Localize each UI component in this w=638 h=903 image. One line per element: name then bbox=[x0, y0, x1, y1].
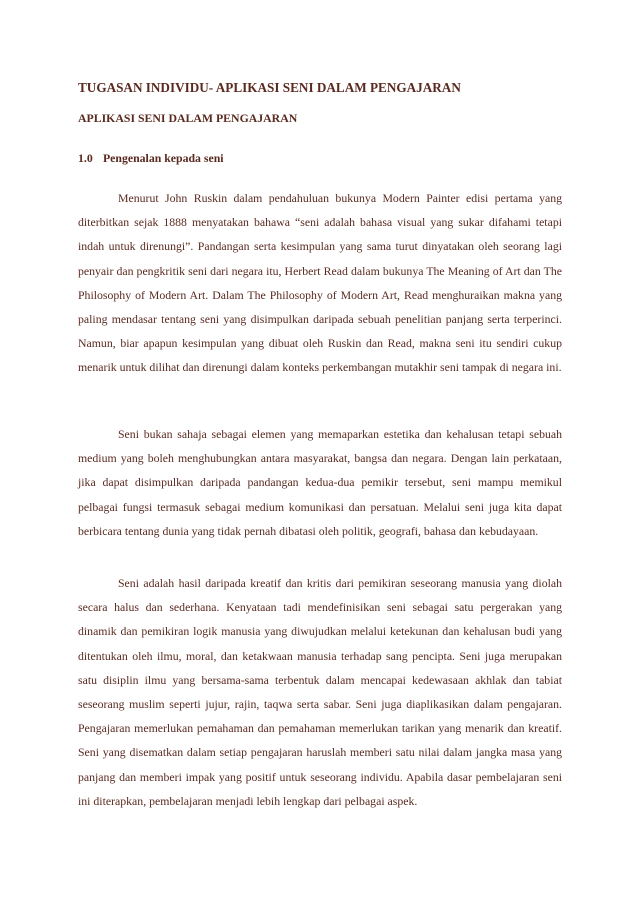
body-paragraph-1: Menurut John Ruskin dalam pendahuluan bukunya Modern Painter edisi pertama yang diterbitkan sejak 1888 menyatakan bahawa “seni adalah bahasa visual yang sukar difahami tetapi indah untuk direnungi”. Pandangan serta kesimpulan yang sama turut dinyatakan oleh seorang lagi penyair dan pengkritik seni dari negara itu, Herbert Read dalam bukunya The Meaning of Art dan The Philosophy of Modern Art. Dalam The Philosophy of Modern Art, Read menghuraikan makna yang paling mendasar tentang seni yang disimpulkan daripada sebuah penelitian panjang serta terperinci. Namun, biar apapun kesimpulan yang dibuat oleh Ruskin dan Read, makna seni itu sendiri cukup menarik untuk dilihat dan direnungi dalam konteks perkembangan mutakhir seni tampak di negara ini. bbox=[78, 191, 562, 375]
section-heading bbox=[78, 151, 224, 166]
document-title: TUGASAN INDIVIDU- APLIKASI SENI DALAM PENGAJARAN bbox=[78, 80, 461, 95]
body-paragraph-2: Seni bukan sahaja sebagai elemen yang memaparkan estetika dan kehalusan tetapi sebuah medium yang boleh menghubungkan antara masyarakat, bangsa dan negara. Dengan lain perkataan, jika dapat disimpulkan daripada pandangan kedua-dua pemikir tersebut, seni mampu memikul pelbagai fungsi termasuk sebagai medium komunikasi dan persatuan. Melalui seni juga kita dapat berbicara tentang dunia yang tidak pernah dibatasi oleh politik, geografi, bahasa dan kebudayaan. bbox=[78, 427, 562, 538]
document-subtitle: APLIKASI SENI DALAM PENGAJARAN bbox=[78, 111, 298, 125]
section-number: 1.0 bbox=[78, 151, 93, 165]
body-paragraph-3: Seni adalah hasil daripada kreatif dan kritis dari pemikiran seseorang manusia yang diolah secara halus dan sederhana. Kenyataan tadi mendefinisikan seni sebagai satu pergerakan yang dinamik dan pemikiran logik manusia yang diwujudkan melalui ketekunan dan kehalusan budi yang ditentukan oleh ilmu, moral, dan ketakwaan manusia terhadap sang pencipta. Seni juga merupakan satu disiplin ilmu yang bersama-sama terbentuk dalam mencapai kedewasaan akhlak dan tabiat seseorang muslim seperti jujur, rajin, taqwa serta sabar. Seni juga diaplikasikan dalam pengajaran. Pengajaran memerlukan pemahaman dan pemahaman memerlukan tarikan yang menarik dan kreatif. Seni yang disematkan dalam setiap pengajaran haruslah memberi satu nilai dalam jangka masa yang panjang dan memberi impak yang positif untuk seseorang individu. Apabila dasar pembelajaran seni ini diterapkan, pembelajaran menjadi lebih lengkap dari pelbagai aspek. bbox=[78, 576, 562, 808]
section-heading-text: Pengenalan kepada seni bbox=[102, 151, 224, 165]
